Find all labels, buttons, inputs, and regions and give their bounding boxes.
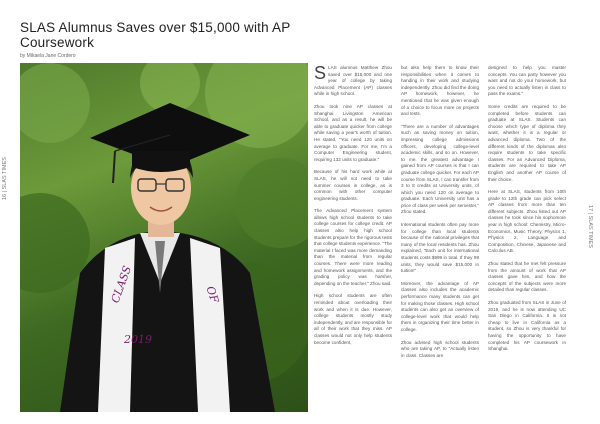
paragraph: International students often pay more for college than local students because of the national privileges that many of the local residents has. Zhou explained, "Each unit for international students costs $999 in total. If they 99 units, they would save $15,000 in tuition!" [401,222,479,274]
sash-text-year: 2019 [124,333,152,346]
paragraph: Some credits are required to be completed before students can graduate at SLAS. Students can choose which type of diploma they want, whether it is a regular or advanced diploma. Two of the different kinds of the diplomas also require students to take specific classes. For an Advanced Diploma, students are required to take AP English and another AP course of their choice. [488,103,566,182]
paragraph: "There are a number of advantages such as saving money on tuition, impressing college admissions officers, developing college-level academic skills, and so on. However, to me, the greatest advantage I gained from AP courses is that I can graduate college quicker. For each AP course from SLAS, I can transfer from 3 to 8 credits at University units, of which you need 120 on average to graduate. Each University unit has a price of class per week per semester," Zhou stated. [401,123,479,215]
paragraph: The Advanced Placement system allows high school students to take college courses for college credit. AP classes also help high school students prepare for the rigorous tests that college students experience. "The material I faced was more demanding than the material from regular courses. There were more reading and homework assignments, and the grading policy was harsher, depending on the teacher," Zhou said. [314,208,392,286]
article-column-1 [314,65,392,352]
paragraph: LAS alumnus Matthew Zhou saved over $15,000 and one year of college by taking Advanced Placement (AP) classes while in high school. [314,65,392,97]
paragraph: designed to help you master concepts. You can party however you want and not do your homework, but you need to actually listen in class to pass the exams." [488,65,566,97]
paragraph: but also help them to know their responsibilities when it comes to handing in their work and studying independently. Zhou did find the doing AP homework, however, he mentioned that he was given enough of a choice to focus more on projects and tests. [401,65,479,117]
paragraph: Zhou took nine AP classes at Shanghai Livingston American School, and as a result, he will be able to graduate quicker from college while saving a year's worth of tuition. He stated, "You need 120 units on average to graduate. For me, I'm a Computer Engineering student, requiring 132 units to graduate." [314,103,392,162]
article-column-2 [401,65,479,365]
paragraph: Zhou advised high school students who are taking AP, to "Actually listen in class. Classes are [401,339,479,358]
graduate-photo [20,63,308,412]
graduate-illustration [20,63,308,412]
paragraph: Moreover, the advantage of AP classes also includes the academic performance many students can get for making those classes. High school students can also get an overview of college-level work that would help them in organizing their time better in college. [401,280,479,332]
article-column-3 [488,65,566,359]
paragraph: Zhou stated that he met felt pressure from the amount of work that AP classes gave him, and how the concepts of the subjects were more detailed than regular classes. [488,261,566,293]
paragraph: Here at SLAS, students from 10th grade to 12th grade can pick select AP classes from more than ten different subjects. Zhou listed out AP classes he took since his sophomore year in high school: Chemistry, Micro-Economics, Music Theory, Physics 1, Physics 2, Language and Composition, Chinese, Japanese and Calculus AB. [488,189,566,254]
page-footer-right: 17 | SLAS TIMES [587,205,593,248]
drop-cap: S [314,63,327,83]
sash-text-class: CLASS [108,264,134,305]
article-title: SLAS Alumnus Saves over $15,000 with AP Coursework [20,20,291,50]
byline: by Mikaela Jane Cordero [20,53,76,59]
page-footer-left: 16 | SLAS TIMES [2,157,8,200]
paragraph: High school students are often reminded about overloading their work and when it is due. However, college students mostly study independently, and are responsible for all of their work that they miss. AP classes would not only help students become confident, [314,293,392,345]
paragraph: Because of his hard work while at SLAS, he will not need to take summer courses in college, as is common with other computer engineering students. [314,169,392,201]
paragraph: Zhou graduated from SLAS in June of 2019, and he is now attending UC San Diego in California. It is not cheap to live in California as a student, so Zhou is very thankful for having the opportunity to have completed his AP coursework in Shanghai. [488,300,566,352]
sash-text-of: OF [203,284,222,305]
